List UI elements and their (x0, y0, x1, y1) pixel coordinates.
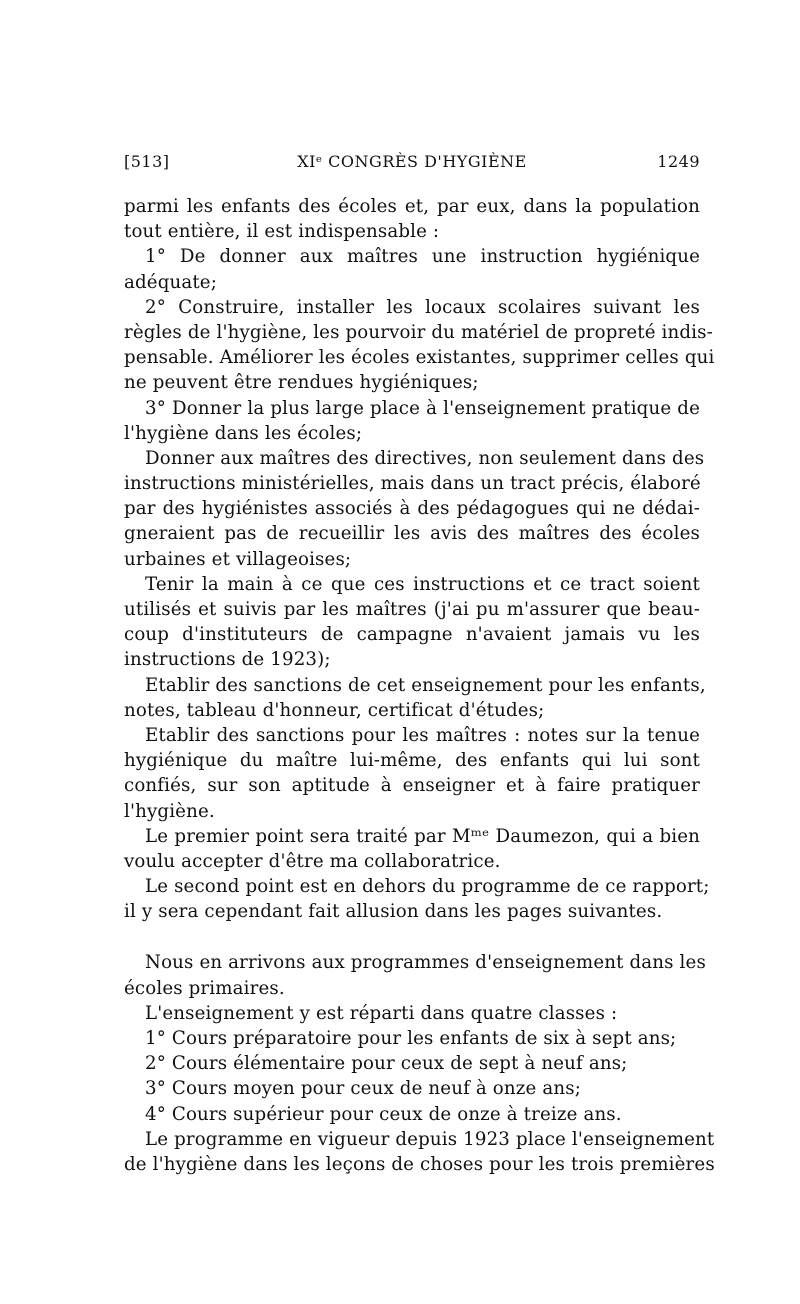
text-line: Nous en arrivons aux programmes d'enseignement dans les (145, 952, 706, 974)
text-line: adéquate; (124, 271, 217, 293)
text-line: Le programme en vigueur depuis 1923 place l'enseignement (145, 1128, 715, 1150)
text-line: par des hygiénistes associés à des pédagogues qui ne dédai- (124, 498, 700, 520)
text-line: l'hygiène. (124, 800, 215, 822)
text-line: voulu accepter d'être ma collaboratrice. (124, 850, 501, 872)
text-line: urbaines et villageoises; (124, 548, 352, 570)
list-item: 4° Cours supérieur pour ceux de onze à treize ans. (145, 1103, 622, 1125)
text-line: instructions de 1923); (124, 649, 331, 671)
text-line: de l'hygiène dans les leçons de choses pour les trois premières (124, 1153, 715, 1175)
text-line: écoles primaires. (124, 977, 285, 999)
text-line: confiés, sur son aptitude à enseigner et à faire pratiquer (124, 775, 700, 797)
paragraph-gap (124, 924, 700, 950)
text-line: L'enseignement y est réparti dans quatre classes : (145, 1002, 618, 1024)
section-number: [513] (124, 152, 170, 171)
document-page (124, 152, 715, 1177)
header-title: XIᵉ CONGRÈS D'HYGIÈNE (297, 152, 527, 171)
list-item: 1° Cours préparatoire pour les enfants de six à sept ans; (145, 1028, 677, 1049)
list-item: 2° Cours élémentaire pour ceux de sept à neuf ans; (145, 1053, 628, 1075)
text-line: 2° Construire, installer les locaux scolaires suivant les (145, 296, 700, 318)
list-item: 3° Cours moyen pour ceux de neuf à onze ans; (145, 1078, 581, 1100)
text-line: notes, tableau d'honneur, certificat d'études; (124, 699, 545, 721)
text-line: pensable. Améliorer les écoles existantes, supprimer celles qui (124, 347, 715, 369)
text-line: coup d'instituteurs de campagne n'avaient jamais vu les (124, 624, 700, 646)
text-line: tout entière, il est indispensable : (124, 221, 440, 243)
text-line: instructions ministérielles, mais dans un tract précis, élaboré (124, 473, 701, 495)
text-line: Etablir des sanctions pour les maîtres : notes sur la tenue (145, 724, 700, 746)
text-line: parmi les enfants des écoles et, par eux, dans la population (124, 196, 700, 217)
page-number: 1249 (657, 152, 700, 171)
text-line: ne peuvent être rendues hygiéniques; (124, 372, 479, 394)
text-line: Tenir la main à ce que ces instructions et ce tract soient (145, 573, 700, 595)
text-line: Etablir des sanctions de cet enseignement pour les enfants, (145, 674, 706, 696)
text-line: Donner aux maîtres des directives, non seulement dans des (145, 447, 705, 469)
text-line: 3° Donner la plus large place à l'enseignement pratique de (145, 397, 700, 419)
text-line: utilisés et suivis par les maîtres (j'ai pu m'assurer que beau- (124, 599, 700, 620)
text-line: il y sera cependant fait allusion dans les pages suivantes. (124, 901, 663, 923)
text-line: Le second point est en dehors du programme de ce rapport; (145, 876, 710, 898)
text-line: gneraient pas de recueillir les avis des maîtres des écoles (124, 523, 700, 545)
text-line: règles de l'hygiène, les pourvoir du matériel de propreté indis- (124, 321, 713, 343)
text-line: hygiénique du maître lui-même, des enfants qui lui sont (124, 750, 700, 772)
text-line: Le premier point sera traité par Mᵐᵉ Daumezon, qui a bien (145, 825, 700, 847)
text-line: l'hygiène dans les écoles; (124, 422, 363, 444)
running-header (124, 152, 700, 178)
body-text (124, 194, 715, 1177)
text-line: 1° De donner aux maîtres une instruction hygiénique (145, 246, 700, 268)
